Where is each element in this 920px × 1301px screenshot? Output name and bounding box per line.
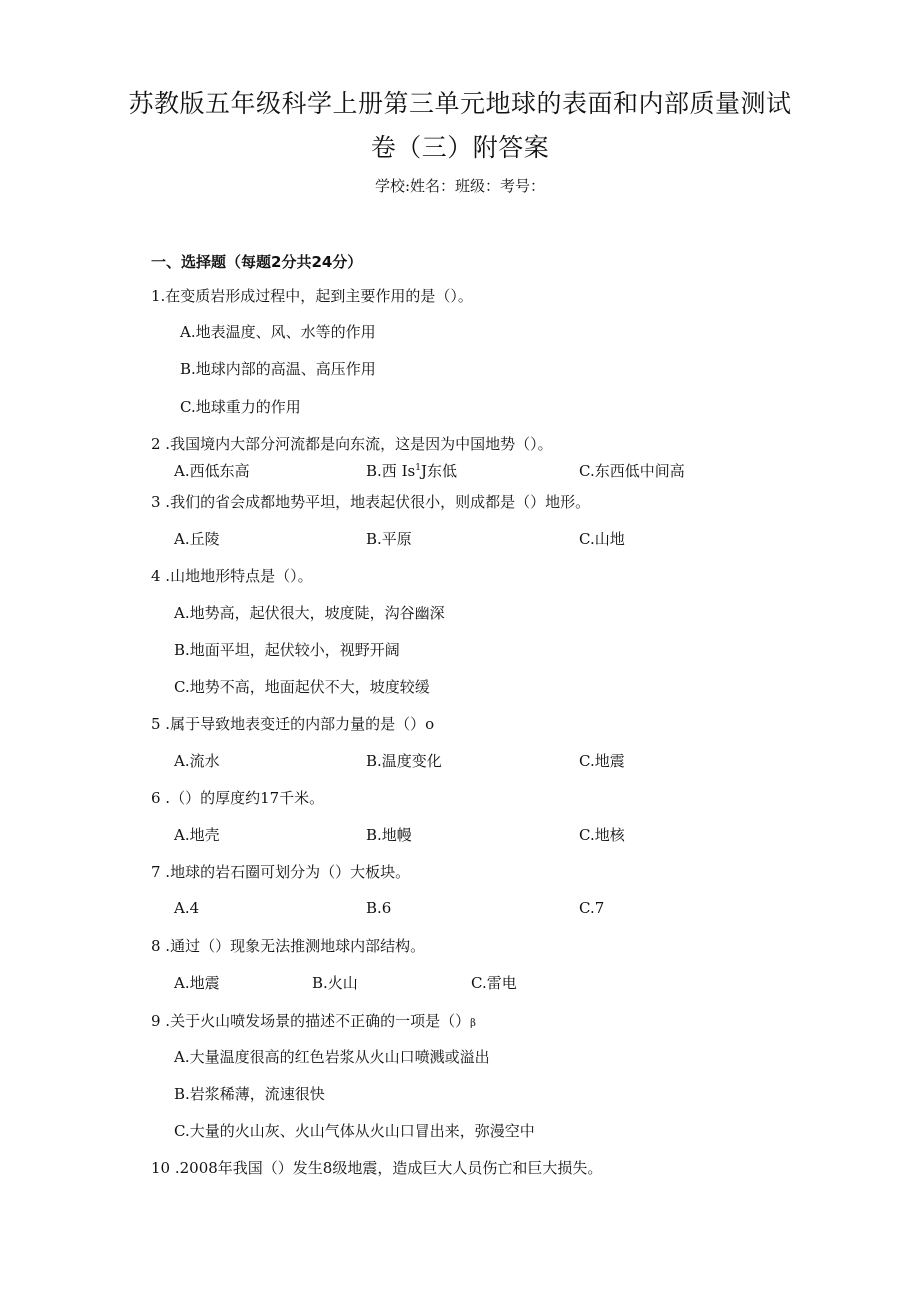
question-9-option-c: C.大量的火山灰、火山气体从火山口冒出来，弥漫空中 (174, 1122, 535, 1140)
question-4-option-a: A.地势高，起伏很大，坡度陡，沟谷幽深 (174, 604, 445, 622)
question-10-stem: 10 .2008年我国（）发生8级地震，造成巨大人员伤亡和巨大损失。 (151, 1159, 603, 1177)
question-9-stem: 9 .关于火山喷发场景的描述不正确的一项是（）β (151, 1012, 476, 1030)
question-4-option-b: B.地面平坦，起伏较小，视野开阔 (174, 641, 400, 659)
question-5-option-a: A.流水 (174, 752, 220, 770)
question-7-option-a: A.4 (174, 899, 200, 917)
question-6-stem: 6 .（）的厚度约17千米。 (151, 789, 325, 807)
question-7-stem: 7 .地球的岩石圈可划分为（）大板块。 (151, 863, 411, 881)
question-6-option-c: C.地核 (579, 826, 625, 844)
question-5-option-b: B.温度变化 (366, 752, 442, 770)
question-5-stem: 5 .属于导致地表变迁的内部力量的是（）o (151, 715, 435, 733)
question-6-option-a: A.地壳 (174, 826, 220, 844)
question-8-stem: 8 .通过（）现象无法推测地球内部结构。 (151, 937, 426, 955)
question-7-option-c: C.7 (579, 899, 605, 917)
question-9-option-a: A.大量温度很高的红色岩浆从火山口喷溅或溢出 (174, 1048, 490, 1066)
document-title-line-2: 卷（三）附答案 (370, 133, 550, 162)
question-2-option-c: C.东西低中间高 (579, 462, 685, 480)
question-2-option-b: B.西 Is$^1$J东低 (366, 462, 457, 480)
question-9-option-b: B.岩浆稀薄，流速很快 (174, 1085, 325, 1103)
student-info-line: 学校:姓名：班级：考号： (374, 177, 546, 195)
question-3-stem: 3 .我们的省会成都地势平坦，地表起伏很小，则成都是（）地形。 (151, 493, 591, 511)
question-7-option-b: B.6 (366, 899, 392, 917)
question-8-option-c: C.雷电 (471, 974, 517, 992)
question-3-option-b: B.平原 (366, 530, 412, 548)
question-2-option-a: A.西低东高 (174, 462, 250, 480)
question-5-option-c: C.地震 (579, 752, 625, 770)
question-3-option-c: C.山地 (579, 530, 625, 548)
question-4-option-c: C.地势不高，地面起伏不大，坡度较缓 (174, 678, 430, 696)
question-8-option-b: B.火山 (312, 974, 358, 992)
question-1-option-b: B.地球内部的高温、高压作用 (180, 360, 376, 378)
question-2-stem: 2 .我国境内大部分河流都是向东流，这是因为中国地势（）。 (151, 435, 553, 453)
question-6-option-b: B.地幔 (366, 826, 412, 844)
question-3-option-a: A.丘陵 (174, 530, 220, 548)
question-1-option-c: C.地球重力的作用 (180, 398, 301, 416)
question-8-option-a: A.地震 (174, 974, 220, 992)
question-4-stem: 4 .山地地形特点是（）。 (151, 567, 313, 585)
document-title-line-1: 苏教版五年级科学上册第三单元地球的表面和内部质量测试 (128, 89, 792, 118)
question-1-option-a: A.地表温度、风、水等的作用 (180, 323, 376, 341)
question-1-stem: 1.在变质岩形成过程中，起到主要作用的是（）。 (151, 287, 473, 305)
section-heading: 一、选择题（每题2分共24分） (151, 253, 363, 271)
